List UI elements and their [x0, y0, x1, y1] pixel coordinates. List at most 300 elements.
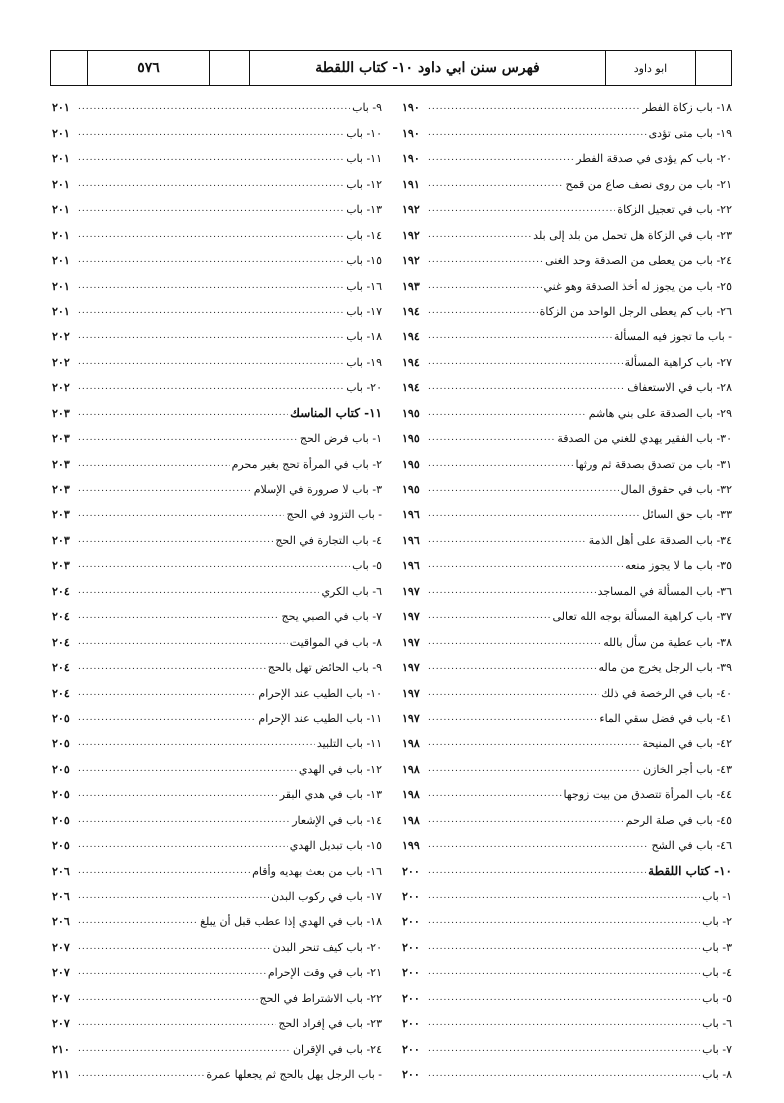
dot-leader [78, 203, 344, 216]
entry-page-number: ١٩٨ [402, 737, 420, 751]
entry-title: ٢٠- باب كيف تنحر البدن [272, 940, 382, 954]
dot-leader [78, 534, 273, 547]
entry-title: - باب التزود في الحج [286, 508, 382, 522]
index-entry [402, 422, 732, 447]
entry-page-number: ٢٠٥ [52, 813, 70, 827]
dot-leader [428, 687, 599, 700]
entry-page-number: ١٩٠ [402, 126, 420, 140]
dot-leader [428, 178, 563, 191]
entry-title: ٣٢- باب في حقوق المال [620, 483, 732, 496]
index-entry [52, 269, 382, 294]
entry-page-number: ١٩٤ [402, 304, 420, 318]
index-entry [52, 778, 382, 803]
entry-title: ١١- كتاب المناسك [290, 405, 382, 420]
dot-leader [78, 814, 290, 827]
index-entry [52, 244, 382, 269]
entry-page-number: ١٩٧ [402, 610, 420, 624]
entry-title: ١٠- باب الطيب عند الإحرام [258, 686, 382, 700]
entry-page-number: ٢٠٦ [52, 890, 70, 903]
entry-title: ٣٦- باب المسألة في المساجد [597, 584, 732, 598]
entry-page-number: ١٩٧ [402, 635, 420, 649]
entry-page-number: ١٩٧ [402, 584, 420, 598]
dot-leader [428, 1043, 700, 1056]
entry-page-number: ٢٠٤ [52, 635, 70, 649]
index-entry [402, 778, 732, 803]
entry-page-number: ١٩٢ [402, 228, 420, 242]
dot-leader [78, 356, 344, 369]
entry-page-number: ٢٠٣ [52, 559, 70, 573]
dot-leader [78, 865, 250, 878]
dot-leader [428, 737, 640, 750]
entry-page-number: ٢٠٢ [52, 381, 70, 395]
entry-title: ٣- باب لا صرورة في الإسلام [253, 483, 382, 496]
entry-title: ٢٤- باب من يعطى من الصدقة وحد الغنى [545, 254, 732, 268]
index-entry [52, 345, 382, 370]
entry-title: ٧- باب [702, 1042, 732, 1056]
dot-leader [78, 915, 198, 928]
dot-leader [78, 280, 344, 293]
dot-leader [428, 229, 531, 242]
index-entry [402, 91, 732, 116]
dot-leader [428, 101, 640, 114]
entry-page-number: ١٩٧ [402, 661, 420, 675]
entry-page-number: ٢٠٣ [52, 432, 70, 446]
entry-page-number: ٢٠٠ [402, 966, 420, 980]
entry-title: ٤١- باب في فضل سقي الماء [599, 711, 732, 725]
entry-page-number: ٢٠١ [52, 228, 70, 242]
index-entry [402, 1007, 732, 1032]
header-blank-right [695, 51, 731, 85]
entry-title: ٢٠- باب [346, 381, 382, 395]
index-entry [402, 345, 732, 370]
entry-page-number: ٢٠٢ [52, 330, 70, 344]
index-entry [402, 549, 732, 574]
entry-page-number: ٢٠٧ [52, 1017, 70, 1031]
entry-page-number: ٢٠١ [52, 126, 70, 140]
dot-leader [428, 839, 649, 852]
dot-leader [428, 458, 574, 471]
entry-page-number: ٢٠١ [52, 279, 70, 293]
index-entry [52, 1058, 382, 1083]
header-author: ابو داود [605, 51, 695, 85]
dot-leader [78, 483, 252, 496]
entry-title: ١٩- باب [346, 355, 382, 369]
entry-title: ١٢- باب في الهدي [298, 762, 382, 776]
entry-page-number: ١٩٤ [402, 355, 420, 369]
index-entry [52, 829, 382, 854]
entry-title: ١- باب فرض الحج [299, 432, 382, 446]
dot-leader [428, 915, 700, 928]
entry-page-number: ١٩٠ [402, 101, 420, 115]
index-entry [402, 498, 732, 523]
index-entry [402, 193, 732, 218]
dot-leader [78, 788, 278, 801]
entry-page-number: ٢٠١ [52, 304, 70, 318]
entry-title: ٢٢- باب في تعجيل الزكاة [617, 203, 732, 217]
entry-page-number: ٢٠٠ [402, 1017, 420, 1031]
index-entry [402, 142, 732, 167]
entry-page-number: ٢٠٣ [52, 508, 70, 522]
entry-page-number: ١٩٧ [402, 711, 420, 725]
index-entry [402, 1032, 732, 1057]
dot-leader [78, 407, 288, 420]
index-entry [52, 880, 382, 905]
index-entry [52, 447, 382, 472]
entry-page-number: ١٩٥ [402, 406, 420, 420]
dot-leader [78, 254, 344, 267]
entry-page-number: ١٩٦ [402, 559, 420, 573]
entry-title: ١٤- باب [346, 228, 382, 242]
entry-title: ٣٨- باب عطية من سأل بالله [603, 635, 732, 649]
index-column-left [52, 91, 382, 1083]
entry-title: ٢٢- باب الاشتراط في الحج [259, 991, 382, 1005]
index-entry [52, 549, 382, 574]
entry-title: ٢٣- باب في الزكاة هل تحمل من بلد إلى بلد [533, 228, 732, 242]
entry-page-number: ٢٠٤ [52, 686, 70, 700]
entry-title: ٩- باب [352, 101, 382, 115]
entry-title: ٤- باب التجارة في الحج [275, 533, 382, 547]
entry-title: ١٩- باب متى تؤدى [648, 126, 732, 140]
index-entry [52, 930, 382, 955]
entry-title: ٢٠- باب كم يؤدى في صدقة الفطر [576, 152, 732, 166]
dot-leader [428, 280, 542, 293]
entry-page-number: ٢٠٤ [52, 610, 70, 624]
index-entry [52, 905, 382, 930]
index-entry [52, 218, 382, 243]
entry-title: ٤٦- باب في الشح [651, 839, 732, 853]
entry-title: - باب ما تجوز فيه المسألة [613, 330, 732, 344]
entry-title: ٣- باب [702, 940, 732, 954]
dot-leader [78, 508, 284, 521]
dot-leader [78, 966, 266, 979]
entry-page-number: ٢٠٠ [402, 991, 420, 1005]
header-blank-left [51, 51, 87, 85]
index-entry [402, 269, 732, 294]
index-entry [402, 1058, 732, 1083]
entry-title: ٣٥- باب ما لا يجوز منعه [625, 559, 732, 573]
entry-title: ١٦- باب من بعث بهديه وأقام [252, 864, 382, 878]
dot-leader [78, 229, 344, 242]
dot-leader [78, 585, 319, 598]
index-entry [402, 803, 732, 828]
entry-page-number: ١٩٥ [402, 483, 420, 496]
dot-leader [78, 1017, 276, 1030]
header-page-number: ٥٧٦ [87, 51, 209, 85]
dot-leader [428, 330, 612, 343]
dot-leader [428, 534, 587, 547]
entry-title: ٦- باب [702, 1017, 732, 1031]
dot-leader [428, 559, 623, 572]
entry-title: ٢٣- باب في إفراد الحج [278, 1017, 382, 1031]
index-entry [52, 727, 382, 752]
entry-title: ٢- باب في المرأة تحج بغير محرم [231, 457, 382, 471]
index-entry [402, 447, 732, 472]
entry-title: ٨- باب في المواقيت [289, 635, 382, 649]
index-entry [402, 829, 732, 854]
dot-leader [428, 966, 700, 979]
dot-leader [428, 865, 646, 878]
entry-page-number: ٢٠٣ [52, 406, 70, 420]
entry-title: ١٨- باب [346, 330, 382, 344]
entry-page-number: ٢٠٥ [52, 711, 70, 725]
index-entry [402, 930, 732, 955]
index-entry [52, 295, 382, 320]
dot-leader [78, 101, 350, 114]
dot-leader [78, 432, 298, 445]
dot-leader [78, 839, 288, 852]
dot-leader [78, 687, 256, 700]
book-heading-entry [402, 854, 732, 879]
index-entry [52, 91, 382, 116]
entry-page-number: ١٩١ [402, 177, 420, 191]
index-entry [52, 956, 382, 981]
entry-title: ٥- باب [352, 559, 382, 573]
dot-leader [78, 305, 344, 318]
index-entry [402, 320, 732, 345]
entry-title: ٥- باب [702, 991, 732, 1005]
index-entry [402, 116, 732, 141]
entry-page-number: ١٩٨ [402, 813, 420, 827]
entry-page-number: ٢٠٣ [52, 483, 70, 496]
index-entry [402, 905, 732, 930]
index-entry [52, 574, 382, 599]
index-entry [52, 523, 382, 548]
entry-page-number: ١٩٧ [402, 686, 420, 700]
entry-page-number: ٢٠٠ [402, 940, 420, 954]
index-entry [52, 193, 382, 218]
entry-page-number: ١٩٨ [402, 762, 420, 776]
entry-title: ١١- باب التلبيد [316, 737, 382, 751]
entry-title: ١٠- باب [346, 126, 382, 140]
dot-leader [428, 432, 555, 445]
dot-leader [428, 763, 641, 776]
entry-page-number: ١٩٨ [402, 788, 420, 802]
entry-title: ٢٨- باب في الاستعفاف [627, 381, 732, 395]
entry-page-number: ١٩٤ [402, 330, 420, 344]
dot-leader [78, 610, 279, 623]
entry-title: ٣٠- باب الفقير يهدي للغني من الصدقة [557, 432, 732, 446]
entry-title: ٩- باب الحائض تهل بالحج [267, 661, 382, 675]
dot-leader [428, 992, 700, 1005]
dot-leader [78, 941, 271, 954]
dot-leader [78, 1068, 204, 1081]
entry-page-number: ٢٠٥ [52, 737, 70, 751]
dot-leader [78, 636, 288, 649]
entry-page-number: ٢٠٠ [402, 864, 420, 878]
dot-leader [428, 152, 574, 165]
entry-title: ١٧- باب [346, 304, 382, 318]
entry-page-number: ٢٠٠ [402, 1068, 420, 1082]
entry-title: ٢- باب [702, 915, 732, 929]
dot-leader [428, 381, 625, 394]
index-entry [402, 295, 732, 320]
entry-title: ١٦- باب [346, 279, 382, 293]
entry-page-number: ٢٠١ [52, 254, 70, 268]
entry-title: ٤٠- باب في الرخصة في ذلك [601, 686, 732, 700]
index-entry [402, 371, 732, 396]
entry-title: ٨- باب [702, 1068, 732, 1082]
entry-page-number: ٢٠١ [52, 203, 70, 217]
entry-page-number: ٢١٠ [52, 1042, 70, 1056]
entry-title: ٢٦- باب كم يعطى الرجل الواحد من الزكاة [539, 304, 732, 318]
index-entry [52, 676, 382, 701]
entry-title: ٦- باب الكري [321, 584, 382, 598]
index-entry [52, 142, 382, 167]
book-heading-entry [52, 396, 382, 421]
dot-leader [428, 305, 538, 318]
entry-page-number: ٢٠١ [52, 101, 70, 115]
header-title: فهرس سنن ابي داود ١٠- كتاب اللقطة [249, 51, 605, 85]
entry-page-number: ١٩٩ [402, 839, 420, 853]
index-entry [52, 167, 382, 192]
entry-title: ١٨- باب زكاة الفطر [642, 101, 732, 115]
index-entry [402, 880, 732, 905]
dot-leader [78, 992, 258, 1005]
dot-leader [78, 152, 344, 165]
index-entry [402, 574, 732, 599]
entry-title: ٤٥- باب في صلة الرحم [625, 813, 732, 827]
entry-page-number: ١٩٥ [402, 432, 420, 446]
dot-leader [428, 127, 647, 140]
dot-leader [428, 254, 543, 267]
dot-leader [78, 381, 344, 394]
entry-title: ١٣- باب في هدي البقر [279, 788, 382, 802]
entry-page-number: ٢٠٥ [52, 839, 70, 853]
index-entry [402, 218, 732, 243]
index-entry [52, 320, 382, 345]
dot-leader [78, 661, 266, 674]
index-entry [402, 396, 732, 421]
entry-page-number: ٢٠٧ [52, 966, 70, 980]
entry-title: ١٥- باب [346, 254, 382, 268]
entry-title: ٧- باب في الصبي يحج [281, 610, 382, 624]
dot-leader [428, 585, 596, 598]
index-entry [52, 371, 382, 396]
index-entry [52, 1032, 382, 1057]
entry-page-number: ٢٠٣ [52, 533, 70, 547]
entry-page-number: ٢٠٦ [52, 864, 70, 878]
page-header [50, 50, 732, 86]
entry-title: ١٢- باب [346, 177, 382, 191]
index-entry [402, 752, 732, 777]
entry-page-number: ٢٠١ [52, 152, 70, 166]
entry-title: ٣٤- باب الصدقة على أهل الذمة [588, 533, 732, 547]
entry-title: ١٥- باب تبديل الهدي [289, 839, 382, 853]
entry-page-number: ٢٠٠ [402, 1042, 420, 1056]
entry-title: ١١- باب الطيب عند الإحرام [258, 711, 382, 725]
index-entry [52, 702, 382, 727]
index-entry [52, 422, 382, 447]
entry-title: ٣٣- باب حق السائل [642, 508, 732, 522]
entry-page-number: ١٩٣ [402, 279, 420, 293]
dot-leader [428, 712, 597, 725]
index-entry [52, 752, 382, 777]
index-entry [52, 473, 382, 498]
entry-title: ٤- باب [702, 966, 732, 980]
index-entry [52, 651, 382, 676]
dot-leader [428, 407, 587, 420]
dot-leader [428, 203, 615, 216]
dot-leader [428, 636, 601, 649]
index-entry [402, 702, 732, 727]
index-entry [402, 956, 732, 981]
index-entry [402, 651, 732, 676]
entry-title: ٣١- باب من تصدق بصدقة ثم ورثها [575, 457, 732, 471]
index-entry [402, 981, 732, 1006]
entry-title: ١٠- كتاب اللقطة [648, 863, 732, 878]
entry-page-number: ٢٠١ [52, 177, 70, 191]
entry-page-number: ٢٠٤ [52, 584, 70, 598]
dot-leader [78, 737, 315, 750]
dot-leader [428, 508, 640, 521]
entry-page-number: ٢٠٠ [402, 890, 420, 903]
dot-leader [78, 178, 344, 191]
entry-page-number: ٢٠٠ [402, 915, 420, 929]
entry-title: ٣٩- باب الرجل يخرج من ماله [598, 661, 732, 675]
entry-page-number: ٢٠٧ [52, 991, 70, 1005]
entry-page-number: ١٩٠ [402, 152, 420, 166]
index-entry [402, 473, 732, 498]
entry-page-number: ١٩٦ [402, 533, 420, 547]
dot-leader [428, 1068, 700, 1081]
entry-page-number: ١٩٢ [402, 203, 420, 217]
entry-page-number: ٢٠٤ [52, 661, 70, 675]
index-entry [402, 727, 732, 752]
header-blank-middle [209, 51, 249, 85]
dot-leader [428, 788, 562, 801]
entry-page-number: ٢١١ [52, 1068, 70, 1082]
entry-page-number: ١٩٥ [402, 457, 420, 471]
entry-title: ١٨- باب في الهدي إذا عطب قبل أن يبلغ [200, 915, 382, 929]
dot-leader [78, 330, 344, 343]
entry-title: ١٣- باب [346, 203, 382, 217]
entry-title: ١١- باب [346, 152, 382, 166]
dot-leader [78, 1043, 291, 1056]
dot-leader [428, 356, 623, 369]
index-column-right [402, 91, 732, 1083]
index-entry [402, 167, 732, 192]
entry-title: ٤٤- باب المرأة تتصدق من بيت زوجها [563, 788, 732, 802]
dot-leader [78, 712, 256, 725]
dot-leader [428, 661, 597, 674]
index-entry [52, 625, 382, 650]
dot-leader [428, 483, 619, 496]
entry-title: ٢١- باب من روى نصف صاع من قمح [565, 177, 732, 191]
entry-title: ٣٧- باب كراهية المسألة بوجه الله تعالى [552, 610, 732, 624]
index-entry [52, 981, 382, 1006]
index-entry [52, 116, 382, 141]
index-entry [402, 523, 732, 548]
index-entry [52, 803, 382, 828]
entry-page-number: ٢٠٥ [52, 788, 70, 802]
entry-title: ٢١- باب في وقت الإحرام [267, 966, 382, 980]
entry-page-number: ٢٠٦ [52, 915, 70, 929]
entry-title: ٤٢- باب في المنيحة [642, 737, 732, 751]
index-entry [402, 676, 732, 701]
index-entry [52, 854, 382, 879]
index-entry [402, 625, 732, 650]
entry-page-number: ٢٠٧ [52, 940, 70, 954]
entry-title: ٤٣- باب أجر الخازن [643, 762, 732, 776]
entry-title: ٢٤- باب في الإقران [292, 1042, 382, 1056]
dot-leader [428, 941, 700, 954]
dot-leader [78, 458, 230, 471]
entry-page-number: ١٩٦ [402, 508, 420, 522]
index-entry [52, 1007, 382, 1032]
dot-leader [78, 127, 344, 140]
entry-title: - باب الرجل يهل بالحج ثم يجعلها عمرة [206, 1068, 382, 1082]
index-entry [402, 600, 732, 625]
